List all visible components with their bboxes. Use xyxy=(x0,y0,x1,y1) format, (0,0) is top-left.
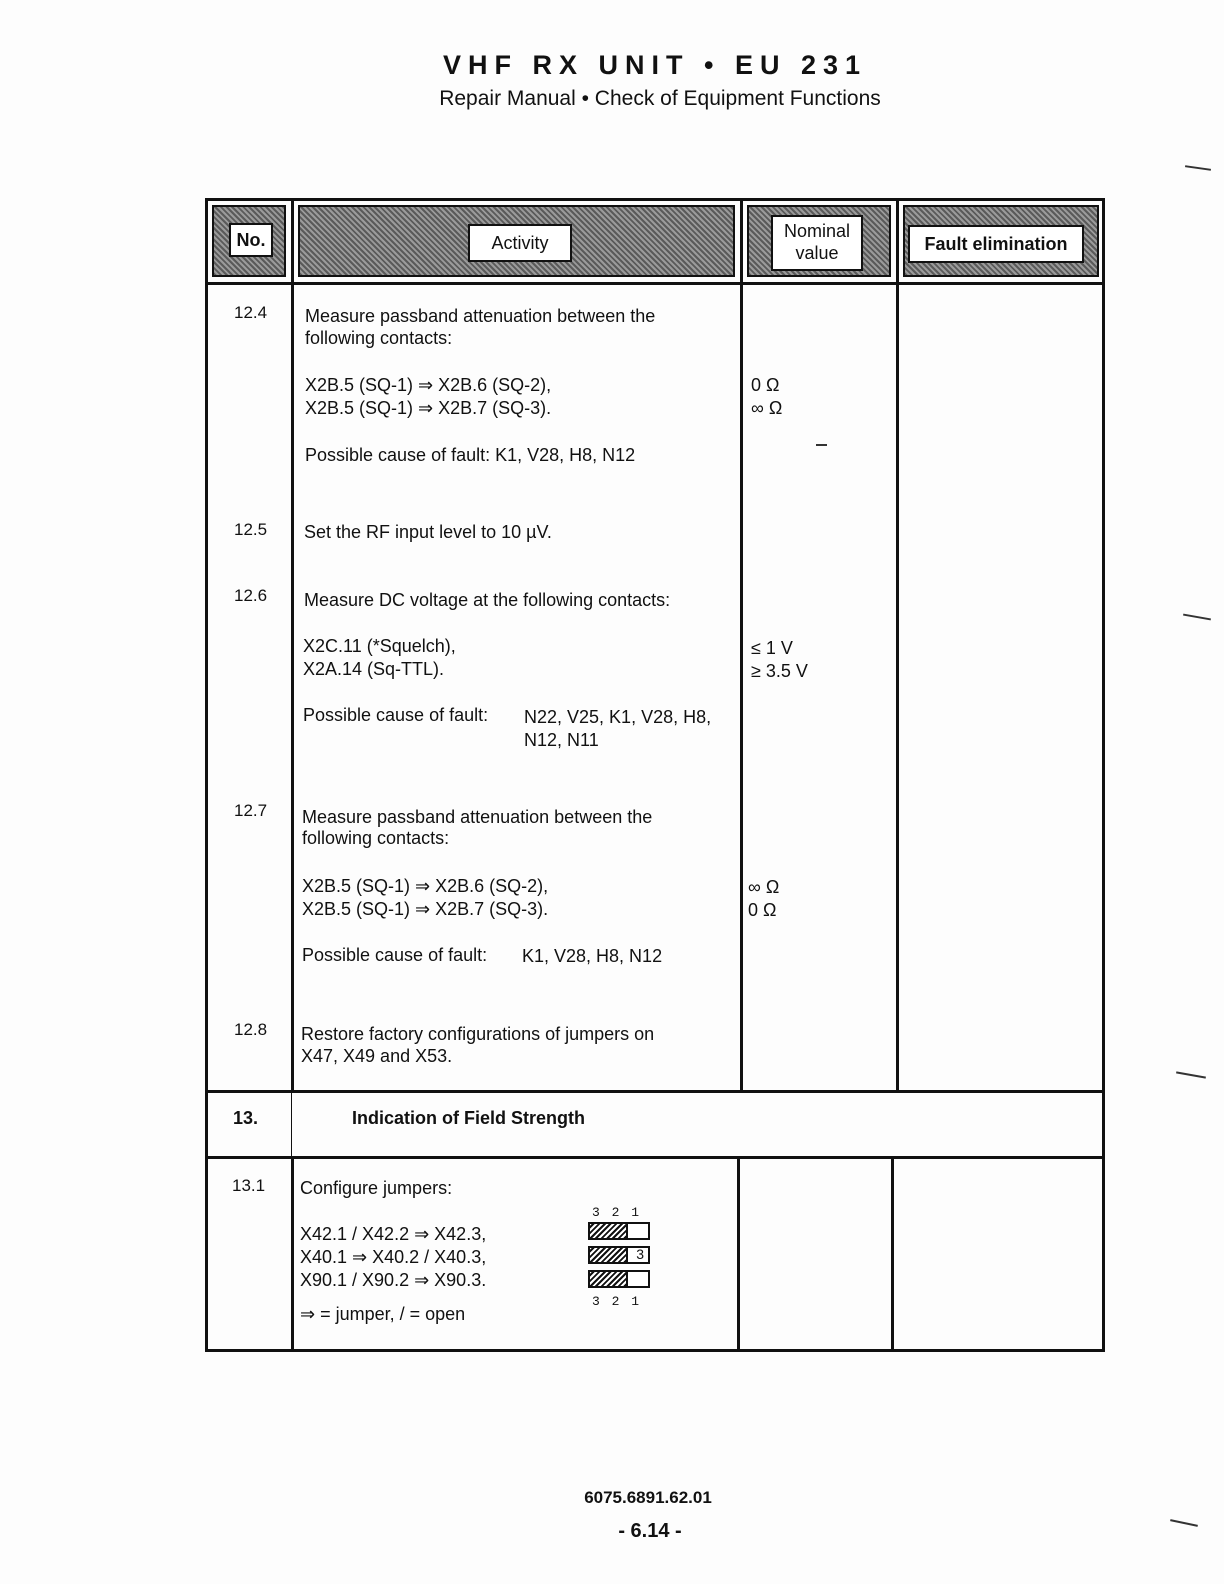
col-divider-2 xyxy=(740,198,743,1093)
edge-mark xyxy=(1176,1071,1206,1078)
jumper-bridge xyxy=(590,1272,628,1286)
header-nominal-line2: value xyxy=(795,242,839,263)
jumper-bridge xyxy=(590,1224,628,1238)
contact-line: X2B.5 (SQ-1) ⇒ X2B.6 (SQ-2), xyxy=(305,375,552,395)
edge-mark xyxy=(1183,614,1211,621)
col-divider-3 xyxy=(896,198,899,1093)
pin-numbers-bottom: 3 2 1 xyxy=(592,1294,642,1309)
contact-line: X2A.14 (Sq-TTL). xyxy=(303,659,445,679)
jumper-bridge xyxy=(590,1248,628,1262)
dash-mark xyxy=(816,444,827,446)
col-divider-3-lower xyxy=(891,1158,894,1352)
row-number: 13.1 xyxy=(232,1176,266,1195)
section-title: Indication of Field Strength xyxy=(352,1108,585,1128)
row-number: 12.4 xyxy=(234,303,268,322)
pin-numbers-top: 3 2 1 xyxy=(592,1205,642,1220)
document-code: 6075.6891.62.01 xyxy=(584,1488,712,1507)
jumper-tag: 3 xyxy=(636,1246,644,1262)
row-activity-line1: Measure passband attenuation between the xyxy=(302,807,653,827)
header-no-label: No. xyxy=(229,223,273,257)
page-subtitle: Repair Manual • Check of Equipment Functions xyxy=(439,87,881,110)
row-activity-line2: following contacts: xyxy=(302,828,450,848)
fault-cause-line1: N22, V25, K1, V28, H8, xyxy=(524,707,712,727)
header-nominal-label xyxy=(771,215,863,271)
contact-line: X2B.5 (SQ-1) ⇒ X2B.7 (SQ-3). xyxy=(302,899,549,919)
section-number: 13. xyxy=(233,1108,259,1128)
contact-line: X2B.5 (SQ-1) ⇒ X2B.7 (SQ-3). xyxy=(305,398,552,418)
row-number: 12.7 xyxy=(234,801,268,820)
nominal-value: ∞ Ω xyxy=(748,877,780,897)
row-number: 12.6 xyxy=(234,586,268,605)
jumper-config-line: X40.1 ⇒ X40.2 / X40.3, xyxy=(300,1247,487,1267)
fault-cause-label: Possible cause of fault: xyxy=(303,705,489,725)
jumper-config-line: X42.1 / X42.2 ⇒ X42.3, xyxy=(300,1224,487,1244)
fault-cause-label: Possible cause of fault: xyxy=(302,945,488,965)
row-activity-line1: Set the RF input level to 10 µV. xyxy=(304,522,552,542)
header-nominal-line1: Nominal xyxy=(783,221,851,241)
contact-line: X2C.11 (*Squelch), xyxy=(303,636,456,656)
row-activity-line2: following contacts: xyxy=(305,328,453,348)
row-activity-line1: Measure DC voltage at the following contacts: xyxy=(304,590,671,610)
jumper-config-line: X90.1 / X90.2 ⇒ X90.3. xyxy=(300,1270,487,1290)
col-divider-1 xyxy=(291,198,294,1352)
jumper-legend: ⇒ = jumper, / = open xyxy=(300,1304,466,1324)
row-number: 12.8 xyxy=(234,1020,268,1039)
nominal-value: ≤ 1 V xyxy=(751,638,793,658)
row-activity-line1: Restore factory configurations of jumpers on xyxy=(301,1024,655,1044)
nominal-value: 0 Ω xyxy=(751,375,780,395)
fault-cause: Possible cause of fault: K1, V28, H8, N12 xyxy=(305,445,636,465)
contact-line: X2B.5 (SQ-1) ⇒ X2B.6 (SQ-2), xyxy=(302,876,549,896)
col-divider-2-lower xyxy=(737,1158,740,1352)
row-activity-line1: Configure jumpers: xyxy=(300,1178,453,1198)
page-number: - 6.14 - xyxy=(618,1520,682,1542)
section-bottom-rule xyxy=(205,1156,1105,1159)
row-number: 12.5 xyxy=(234,520,268,539)
page-title: VHF RX UNIT • EU 231 xyxy=(442,50,867,80)
nominal-value: ∞ Ω xyxy=(751,398,783,418)
header-fault-label: Fault elimination xyxy=(908,225,1084,263)
edge-mark xyxy=(1185,165,1211,171)
jumper-diagram-x90 xyxy=(588,1270,650,1288)
header-activity-label: Activity xyxy=(468,224,572,262)
nominal-value: ≥ 3.5 V xyxy=(751,661,808,681)
row-activity-line2: X47, X49 and X53. xyxy=(301,1046,453,1066)
fault-cause-line1: K1, V28, H8, N12 xyxy=(522,946,663,966)
jumper-diagram-x42 xyxy=(588,1222,650,1240)
fault-cause-line2: N12, N11 xyxy=(524,730,599,750)
header-bottom-rule xyxy=(205,282,1105,285)
jumper-diagram-x40 xyxy=(588,1246,650,1264)
row-activity-line1: Measure passband attenuation between the xyxy=(305,306,656,326)
nominal-value: 0 Ω xyxy=(748,900,777,920)
